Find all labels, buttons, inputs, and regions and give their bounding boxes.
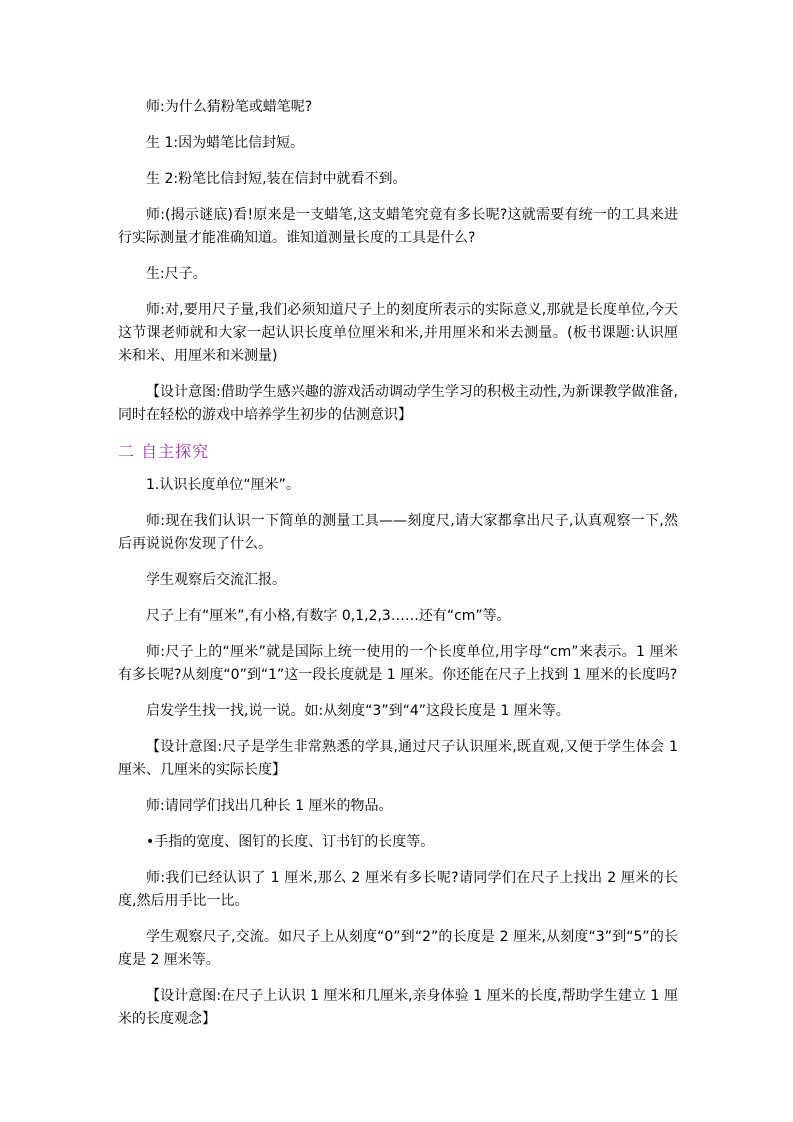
- design-intent-note: 【设计意图:借助学生感兴趣的游戏活动调动学生学习的积极主动性,为新课教学做准备,同时在轻松的游戏中培养学生初步的估测意识】: [118, 384, 678, 423]
- paragraph: 师:对,要用尺子量,我们必须知道尺子上的刻度所表示的实际意义,那就是长度单位,今天这节课老师就和大家一起认识长度单位厘米和米,并用厘米和米去测量。(板书课题:认识厘米和米、用厘米和米测量): [118, 302, 678, 364]
- paragraph: 师:请同学们找出几种长 1 厘米的物品。: [146, 798, 393, 814]
- paragraph: 师:为什么猜粉笔或蜡笔呢?: [146, 99, 313, 115]
- document-page: [118, 96, 678, 1044]
- paragraph: 生 1:因为蜡笔比信封短。: [146, 135, 305, 151]
- paragraph: 师:现在我们认识一下简单的测量工具——刻度尺,请大家都拿出尺子,认真观察一下,然后再说说你发现了什么。: [118, 513, 678, 552]
- paragraph: 启发学生找一找,说一说。如:从刻度“3”到“4”这段长度是 1 厘米等。: [146, 703, 570, 719]
- paragraph: 生:尺子。: [146, 266, 207, 282]
- section-heading: 二 自主探究: [118, 442, 210, 461]
- paragraph: 学生观察后交流汇报。: [146, 572, 286, 588]
- paragraph: 师:我们已经认识了 1 厘米,那么 2 厘米有多长呢?请同学们在尺子上找出 2 厘米的长度,然后用手比一比。: [118, 870, 678, 909]
- paragraph: 尺子上有“厘米”,有小格,有数字 0,1,2,3……还有“cm”等。: [146, 608, 511, 624]
- paragraph: 1.认识长度单位“厘米”。: [146, 477, 300, 493]
- bullet-item: •手指的宽度、图钉的长度、订书钉的长度等。: [146, 834, 435, 850]
- paragraph: 学生观察尺子,交流。如尺子上从刻度“0”到“2”的长度是 2 厘米,从刻度“3”到“5”的长度是 2 厘米等。: [118, 929, 678, 968]
- design-intent-note: 【设计意图:尺子是学生非常熟悉的学具,通过尺子认识厘米,既直观,又便于学生体会 1 厘米、几厘米的实际长度】: [118, 739, 678, 778]
- paragraph: 师:尺子上的“厘米”就是国际上统一使用的一个长度单位,用字母“cm”来表示。1 厘米有多长呢?从刻度“0”到“1”这一段长度就是 1 厘米。你还能在尺子上找到 1 厘米的长度吗?: [118, 644, 678, 683]
- paragraph: 师:(揭示谜底)看!原来是一支蜡笔,这支蜡笔究竟有多长呢?这就需要有统一的工具来进行实际测量才能准确知道。谁知道测量长度的工具是什么?: [118, 207, 678, 246]
- paragraph: 生 2:粉笔比信封短,装在信封中就看不到。: [146, 171, 407, 187]
- design-intent-note: 【设计意图:在尺子上认识 1 厘米和几厘米,亲身体验 1 厘米的长度,帮助学生建立 1 厘米的长度观念】: [118, 988, 678, 1027]
